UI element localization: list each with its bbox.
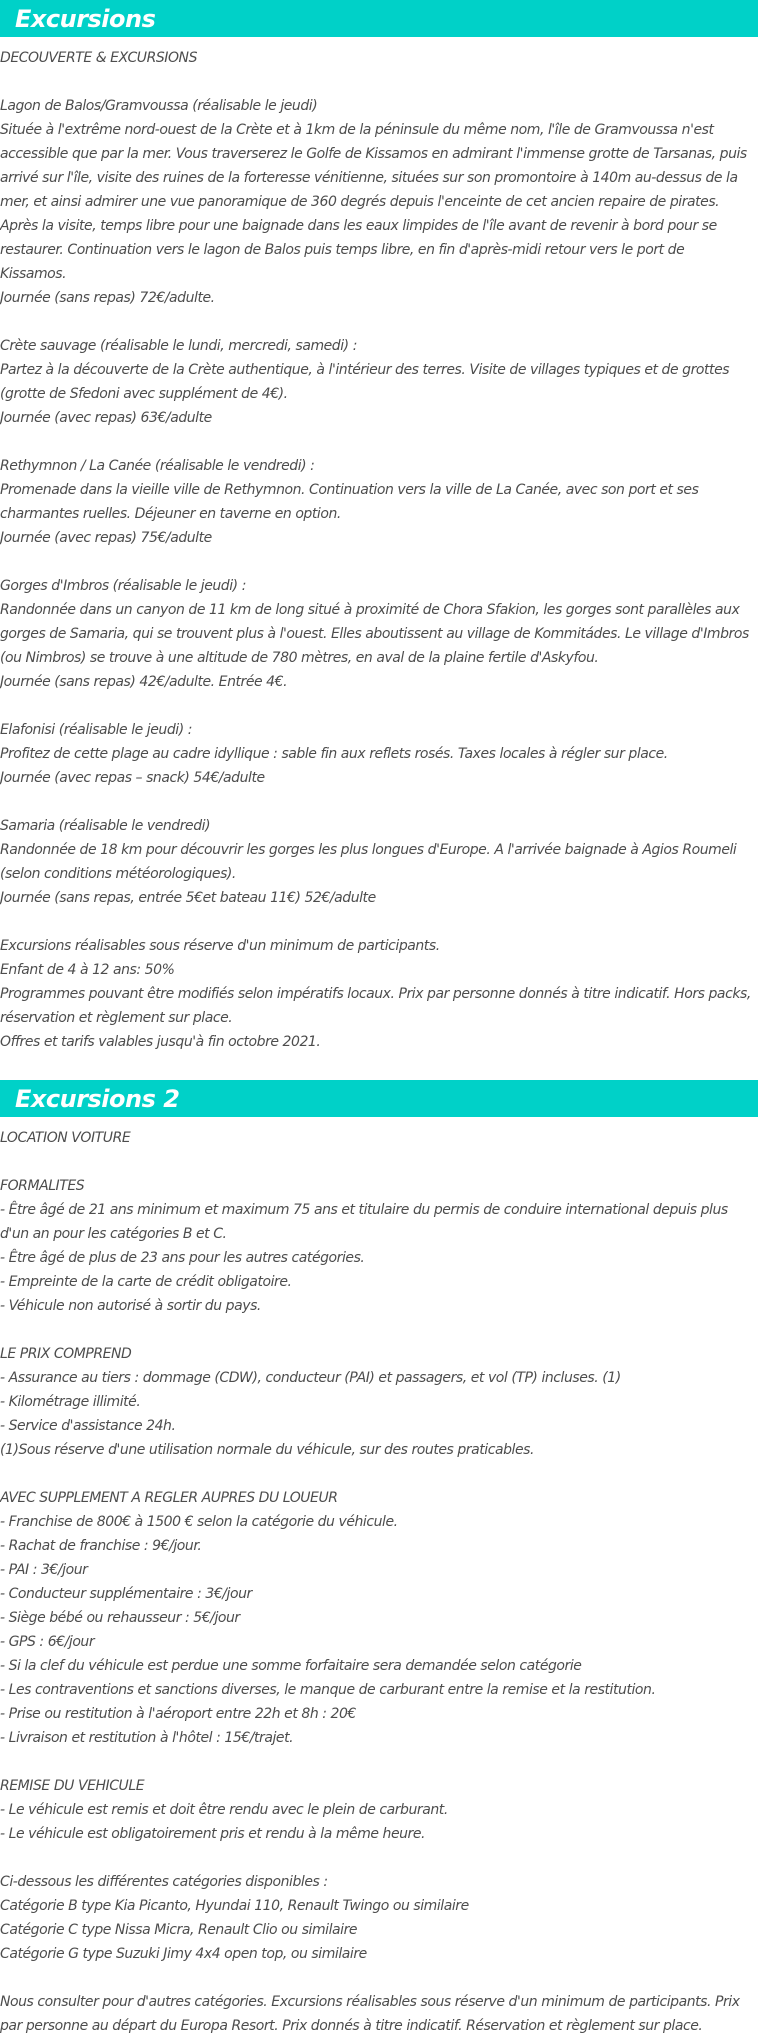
excursion-description: Randonnée dans un canyon de 11 km de long situé à proximité de Chora Sfakion, les gorges sont parallèles aux gorges de Samaria, qui se trouvent plus à l'ouest. Elles aboutissent au village de Kommitádes. Le village d'Imbros (ou Nimbros) se trouve à une altitude de 780 mètres, en aval de la plaine fertile d'Askyfou.: [0, 602, 749, 666]
subsection-title: LE PRIX COMPREND: [0, 1346, 132, 1362]
note: Programmes pouvant être modifiés selon impératifs locaux. Prix par personne donnés à titre indicatif. Hors packs, réservation et règlement sur place.: [0, 986, 751, 1026]
excursion-price: Journée (sans repas, entrée 5€et bateau 11€) 52€/adulte: [0, 890, 376, 906]
list-item: - Prise ou restitution à l'aéroport entre 22h et 8h : 20€: [0, 1706, 356, 1722]
excursion-name: Gorges d'Imbros (réalisable le jeudi) :: [0, 578, 246, 594]
subsection-title: FORMALITES: [0, 1178, 85, 1194]
list-item: (1)Sous réserve d'une utilisation normale du véhicule, sur des routes praticables.: [0, 1442, 534, 1458]
list-item: - Véhicule non autorisé à sortir du pays.: [0, 1298, 261, 1314]
section-header: [0, 0, 758, 37]
section-title: Excursions 2: [15, 1084, 180, 1113]
list-item: - PAI : 3€/jour: [0, 1562, 88, 1578]
excursion-name: Lagon de Balos/Gramvoussa (réalisable le jeudi): [0, 98, 318, 114]
list-item: - Empreinte de la carte de crédit obligatoire.: [0, 1274, 292, 1290]
list-item: - Être âgé de plus de 23 ans pour les autres catégories.: [0, 1250, 365, 1266]
excursion-description: Partez à la découverte de la Crète authentique, à l'intérieur des terres. Visite de villages typiques et de grottes (grotte de Sfedoni avec supplément de 4€).: [0, 362, 730, 402]
list-item: - GPS : 6€/jour: [0, 1634, 95, 1650]
list-item: Catégorie C type Nissa Micra, Renault Clio ou similaire: [0, 1922, 358, 1938]
list-item: - Assurance au tiers : dommage (CDW), conducteur (PAI) et passagers, et vol (TP) incluses. (1): [0, 1370, 621, 1386]
excursion-name: Samaria (réalisable le vendredi): [0, 818, 211, 834]
subsection-title: REMISE DU VEHICULE: [0, 1778, 145, 1794]
list-item: Catégorie G type Suzuki Jimy 4x4 open top, ou similaire: [0, 1946, 367, 1962]
list-item: - Le véhicule est obligatoirement pris et rendu à la même heure.: [0, 1826, 426, 1842]
excursion-price: Journée (sans repas) 72€/adulte.: [0, 290, 215, 306]
section-heading: LOCATION VOITURE: [0, 1130, 131, 1146]
subsection-title: Ci-dessous les différentes catégories disponibles :: [0, 1874, 328, 1890]
list-item: - Le véhicule est remis et doit être rendu avec le plein de carburant.: [0, 1802, 448, 1818]
excursion-name: Elafonisi (réalisable le jeudi) :: [0, 722, 192, 738]
section-heading: DECOUVERTE & EXCURSIONS: [0, 50, 198, 66]
list-item: Catégorie B type Kia Picanto, Hyundai 110, Renault Twingo ou similaire: [0, 1898, 469, 1914]
note: Enfant de 4 à 12 ans: 50%: [0, 962, 175, 978]
excursion-description: Profitez de cette plage au cadre idyllique : sable fin aux reflets rosés. Taxes locales à régler sur place.: [0, 746, 668, 762]
list-item: - Kilométrage illimité.: [0, 1394, 141, 1410]
excursion-description: Promenade dans la vieille ville de Rethymnon. Continuation vers la ville de La Canée, avec son port et ses charmantes ruelles. Déjeuner en taverne en option.: [0, 482, 699, 522]
excursion-name: Rethymnon / La Canée (réalisable le vendredi) :: [0, 458, 315, 474]
section-title: Excursions: [15, 4, 156, 33]
excursion-name: Crète sauvage (réalisable le lundi, mercredi, samedi) :: [0, 338, 357, 354]
excursion-description: Située à l'extrême nord-ouest de la Crète et à 1km de la péninsule du même nom, l'île de Gramvoussa n'est accessible que par la mer. Vous traverserez le Golfe de Kissamos en admirant l'immense grotte de Tarsanas, puis arrivé sur l'île, visite des ruines de la forteresse vénitienne, situées sur son promontoire à 140m au-dessus de la mer, et ainsi admirer une vue panoramique de 360 degrés depuis l'enceinte de cet ancien repaire de pirates. Après la visite, temps libre pour une baignade dans les eaux limpides de l'île avant de revenir à bord pour se restaurer. Continuation vers le lagon de Balos puis temps libre, en fin d'après-midi retour vers le port de Kissamos.: [0, 122, 747, 282]
excursion-price: Journée (sans repas) 42€/adulte. Entrée 4€.: [0, 674, 288, 690]
list-item: - Livraison et restitution à l'hôtel : 15€/trajet.: [0, 1730, 294, 1746]
car-rental-content: [0, 1126, 758, 2038]
subsection-title: AVEC SUPPLEMENT A REGLER AUPRES DU LOUEUR: [0, 1490, 338, 1506]
list-item: - Les contraventions et sanctions diverses, le manque de carburant entre la remise et la restitution.: [0, 1682, 656, 1698]
list-item: - Service d'assistance 24h.: [0, 1418, 176, 1434]
list-item: - Siège bébé ou rehausseur : 5€/jour: [0, 1610, 240, 1626]
car-rental-section: [0, 1080, 758, 2038]
list-item: - Être âgé de 21 ans minimum et maximum 75 ans et titulaire du permis de conduire international depuis plus d'un an pour les catégories B et C.: [0, 1202, 728, 1242]
note: Excursions réalisables sous réserve d'un minimum de participants.: [0, 938, 440, 954]
excursion-price: Journée (avec repas) 63€/adulte: [0, 410, 212, 426]
section-header: [0, 1080, 758, 1117]
list-item: - Conducteur supplémentaire : 3€/jour: [0, 1586, 252, 1602]
note: Offres et tarifs valables jusqu'à fin octobre 2021.: [0, 1034, 321, 1050]
list-item: - Si la clef du véhicule est perdue une somme forfaitaire sera demandée selon catégorie: [0, 1658, 582, 1674]
excursion-price: Journée (avec repas – snack) 54€/adulte: [0, 770, 265, 786]
excursions-content: [0, 46, 758, 1054]
list-item: - Rachat de franchise : 9€/jour.: [0, 1538, 202, 1554]
excursion-description: Randonnée de 18 km pour découvrir les gorges les plus longues d'Europe. A l'arrivée baignade à Agios Roumeli (selon conditions météorologiques).: [0, 842, 737, 882]
excursion-price: Journée (avec repas) 75€/adulte: [0, 530, 212, 546]
footer-note: Nous consulter pour d'autres catégories. Excursions réalisables sous réserve d'un minimum de participants. Prix par personne au départ du Europa Resort. Prix donnés à titre indicatif. Réservation et règlement sur place.: [0, 1994, 740, 2034]
list-item: - Franchise de 800€ à 1500 € selon la catégorie du véhicule.: [0, 1514, 398, 1530]
